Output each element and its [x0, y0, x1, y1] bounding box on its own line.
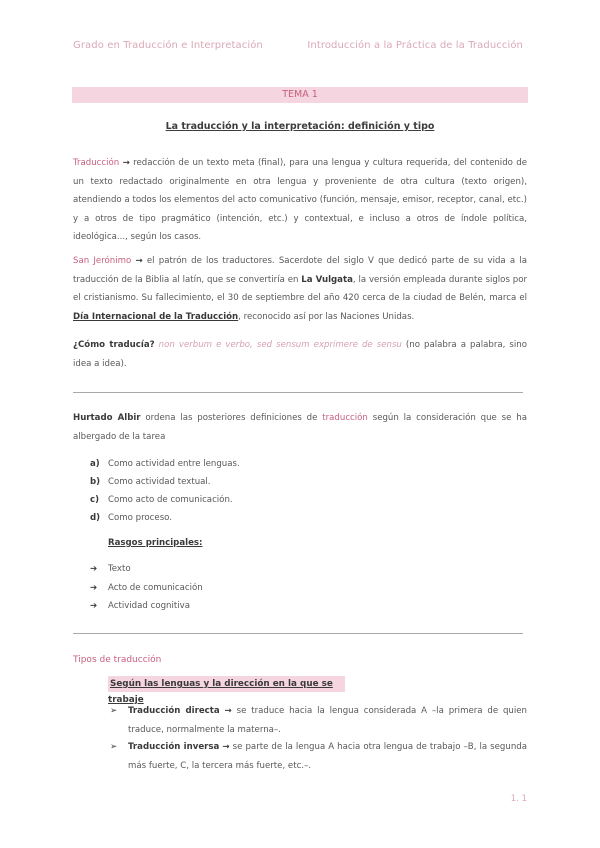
arrow-icon: → [135, 256, 143, 266]
definition-text: redacción de un texto meta (final), para una lengua y cultura requerida, del contenido de un texto redactado originalmente en otra lengua y proveniente de otra cultura (texto origen), atendiendo a todos los elementos del acto comunicativo (función, mensaje, emisor, receptor, canal, etc.) y a otros de tipo pragmático (intención, etc.) y contextual, e incluso a otros de índole política, ideológica..., según los casos. [73, 158, 527, 242]
list-item: ➔ Texto [90, 560, 203, 579]
arrow-bullet-icon: ➔ [90, 601, 98, 611]
jeronimo-text-2: , la versión empleada durante siglos por el cristianismo. Su fallecimiento, el 30 de septiembre del año 420 cerca de la ciudad de Belén, marca el [73, 274, 527, 303]
rasgos-list [90, 560, 203, 616]
term-san-jeronimo: San Jerónimo [73, 256, 132, 266]
term-traduccion-inline: traducción [322, 413, 368, 423]
latin-quote: non verbum e verbo, sed sensum exprimere de sensu [158, 340, 402, 350]
arrow-icon: → [222, 742, 230, 752]
bullet-item: ➢ Traducción inversa → se parte de la lengua A hacia otra lengua de trabajo –B, la segunda más fuerte, C, la tercera más fuerte, etc.–. [128, 738, 527, 775]
arrow-icon: → [122, 158, 130, 168]
definition-paragraph [73, 154, 527, 247]
triangle-bullet-icon: ➢ [110, 706, 118, 716]
term-directa: Traducción directa [128, 706, 220, 716]
term-dia-internacional: Día Internacional de la Traducción [73, 311, 239, 322]
arrow-bullet-icon: ➔ [90, 564, 98, 574]
header-degree: Grado en Traducción e Interpretación [73, 40, 263, 51]
term-traduccion: Traducción [73, 158, 120, 168]
hurtado-text-1: ordena las posteriores definiciones de [140, 413, 323, 423]
term-vulgata: La Vulgata [301, 274, 353, 285]
author-hurtado: Hurtado Albir [73, 413, 141, 423]
divider [73, 633, 523, 634]
list-item: ➔ Actividad cognitiva [90, 597, 203, 616]
bullet-item: ➢ Traducción directa → se traduce hacia la lengua considerada A –la primera de quien traduce, normalmente la materna–. [128, 702, 527, 739]
hurtado-paragraph [73, 409, 527, 446]
jeronimo-paragraph [73, 252, 527, 326]
list-item: ➔ Acto de comunicación [90, 579, 203, 598]
rasgos-heading: Rasgos principales: [108, 538, 203, 548]
hurtado-text-2: según la consideración que se ha albergado de la tarea [73, 413, 527, 442]
tipos-heading: Tipos de traducción [73, 655, 162, 665]
question-como: ¿Cómo traducía? [73, 340, 155, 350]
como-rest: (no palabra a palabra, sino idea a idea). [73, 340, 528, 369]
list-item: d) Como proceso. [90, 513, 173, 523]
activity-list [90, 455, 240, 527]
jeronimo-text-3: , reconocido así por las Naciones Unidas. [238, 311, 415, 322]
topic-banner: TEMA 1 [72, 87, 528, 103]
segun-banner [108, 676, 345, 705]
divider [73, 392, 523, 393]
arrow-bullet-icon: ➔ [90, 582, 98, 593]
section-title [0, 121, 600, 132]
page-number: 1. 1 [510, 794, 527, 804]
section-title-text: La traducción y la interpretación: definición y tipo [165, 121, 435, 132]
como-paragraph [73, 336, 527, 373]
segun-text: Según las lenguas y la dirección en la que se trabaje [108, 679, 333, 705]
list-item: b) Como actividad textual. [90, 477, 211, 487]
arrow-icon: → [224, 706, 232, 716]
list-item: c) Como acto de comunicación. [90, 495, 233, 505]
header-course: Introducción a la Práctica de la Traducción [307, 40, 523, 51]
list-item: a) Como actividad entre lenguas. [90, 459, 240, 469]
triangle-bullet-icon: ➢ [110, 742, 118, 752]
jeronimo-text-1: el patrón de los traductores. Sacerdote del siglo V que dedicó parte de su vida a la traducción de la Biblia al latín, que se convertiría en [73, 256, 528, 285]
term-inversa: Traducción inversa [128, 742, 220, 752]
